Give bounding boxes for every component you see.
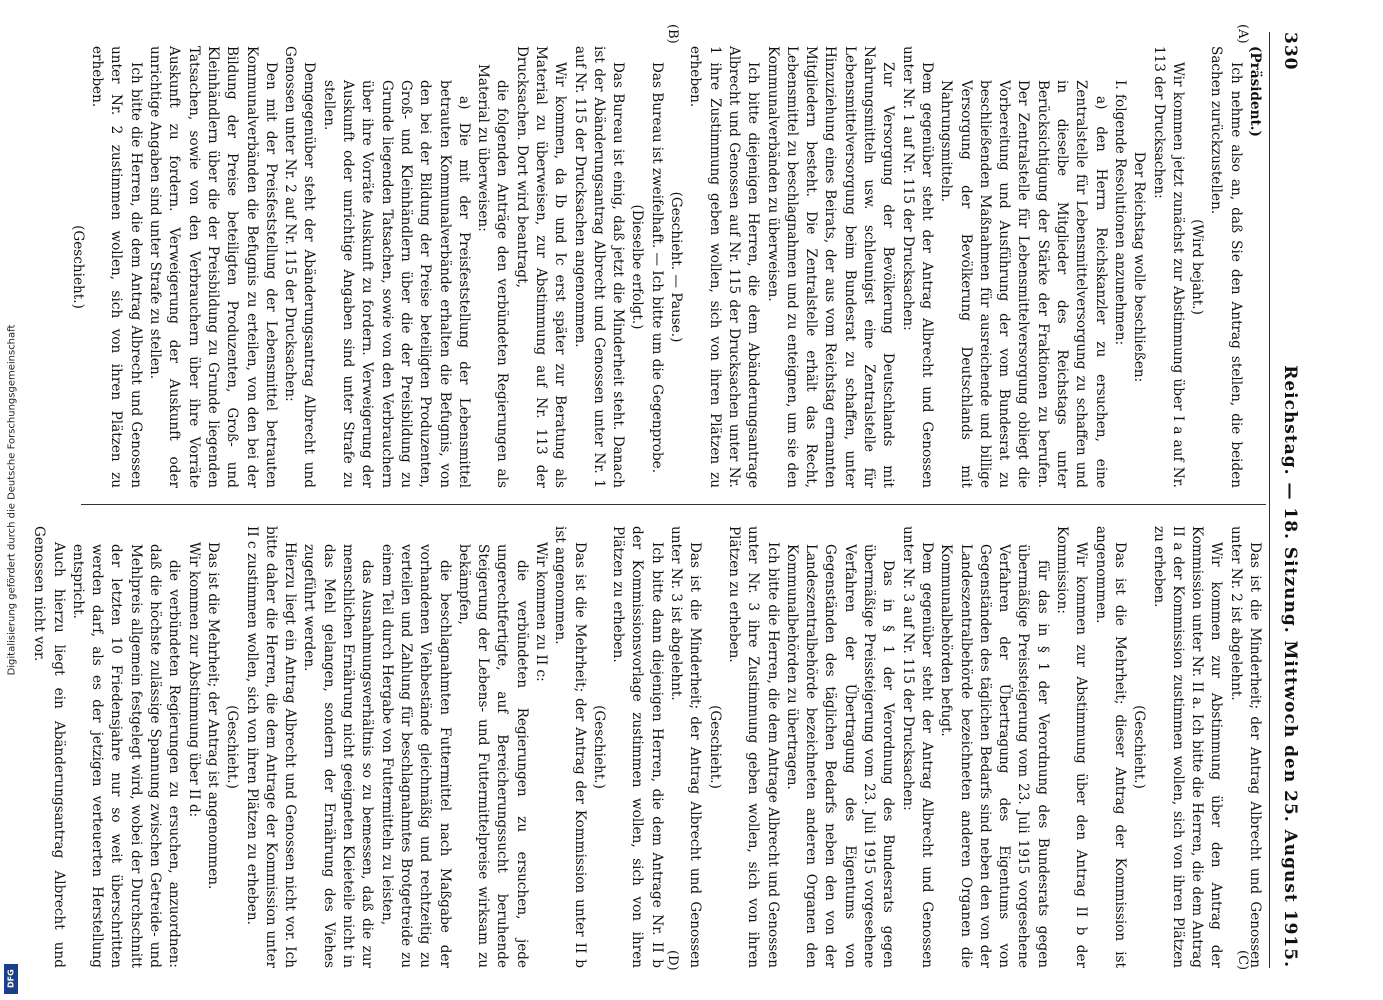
paragraph: Das in § 1 der Verordnung des Bundesrats gegen übermäßige Preissteigerung vom 23. Juli 1915 vorgesehene Verfahren der Übertragung des Eigentums von Gegenständen des täglichen Bedarfs neben den von der Landeszentralbehörde bezeichneten anderen Organen den Kommunalbehörden zu übertragen.: [783, 544, 897, 968]
paragraph: Ich bitte dann diejenigen Herren, die dem Antrage Nr. II b der Kommissionsvorlage zustimmen wollen, sich von ihren Plätzen zu erheben.: [610, 526, 665, 968]
paragraph: (Geschieht.): [706, 705, 723, 789]
footer-strip: [0, 0, 24, 1000]
paragraph: Das ist die Mehrheit; der Antrag ist angenommen.: [204, 542, 221, 890]
paragraph: Hierzu liegt ein Antrag Albrecht und Genossen nicht vor. Ich bitte daher die Herren, die dem Antrage der Kommission unter II c zustimmen wollen, sich von ihren Plätzen zu erheben.: [243, 526, 299, 968]
paragraph: a) den Herrn Reichskanzler zu ersuchen, eine Zentralstelle für Lebensmittelversorgung zu schaffen und in dieselbe Mitglieder des Reichstags unter Berücksichtigung der Stärke der Fraktionen zu berufen. Der Zentralstelle für Lebensmittelversorgung obliegt die Vorbereitung und Ausführung der vom Bundesrat zu beschließenden Maßnahmen für ausreichende und billige Versorgung der Bevölkerung Deutschlands mit Nahrungsmitteln.: [938, 80, 1109, 488]
page-header: [1269, 32, 1310, 968]
margin-mark-d: (D): [665, 950, 680, 971]
dfg-logo: DFG: [4, 964, 18, 994]
paragraph: (Dieselbe erfolgt.): [629, 204, 646, 330]
paragraph: Dem gegenüber steht der Antrag Albrecht und Genossen unter Nr. 1 auf Nr. 115 der Drucksachen:: [899, 46, 935, 488]
paragraph: (Geschieht.): [69, 225, 86, 309]
paragraph: Wir kommen zur Abstimmung über II d:: [185, 542, 202, 818]
paragraph: (Geschieht.): [1131, 705, 1148, 789]
paragraph: das Ausnahmungsverhältnis so zu bemessen, daß die zur menschlichen Ernährung nicht geeigneten Kleieteile nicht in das Mehl gelangen, sondern der Ernährung des Viehes zugeführt werden.: [301, 544, 376, 968]
paragraph: Das ist die Mehrheit; dieser Antrag der Kommission ist angenommen.: [1092, 526, 1128, 968]
paragraph: (Geschieht.): [590, 705, 607, 789]
paragraph: Dem gegenüber steht der Antrag Albrecht und Genossen unter Nr. 3 auf Nr. 115 der Drucksachen:: [899, 526, 935, 968]
paragraph: (Geschieht.): [224, 705, 241, 789]
paragraph: die verbündeten Regierungen zu ersuchen, anzuordnen: daß die höchste zulässige Spannung zwischen Getreide- und Mehlpreis allgemein festgelegt wird, wobei der Durchschnitt der letzten 10 Friedensjahre nur so weit überschritten werden darf, als es der jetzigen verteuerten Herstellung entspricht.: [69, 544, 183, 968]
paragraph: Wir kommen jetzt zunächst zur Abstimmung über I a auf Nr. 113 der Drucksachen:: [1150, 46, 1186, 488]
paragraph: für das in § 1 der Verordnung des Bundesrats gegen übermäßige Preissteigerung vom 23. Juli 1915 vorgesehene Verfahren der Übertragung des Eigentums von Gegenständen des täglichen Bedarfs sind neben den von der Landeszentralbehörde bezeichneten anderen Organen die Kommunalbehörden befugt.: [938, 544, 1051, 968]
rotated-newspaper-page: [31, 20, 1310, 980]
running-title: Reichstag. — 18. Sitzung. Mittwoch den 25. August 1915.: [1280, 365, 1300, 968]
margin-mark-a: (A): [1235, 24, 1250, 44]
paragraph: Zur Versorgung der Bevölkerung Deutschlands mit Nahrungsmitteln usw. schleunigst eine Zentralstelle für Lebensmittelversorgung beim Bundesrat zu schaffen, unter Hinzuziehung eines Beirats, der aus vom Reichstag ernannten Mitgliedern besteht. Die Zentralstelle erhält das Recht, Lebensmittel zu beschlagnahmen und zu enteignen, um sie den Kommunalverbänden zu überweisen.: [764, 46, 897, 488]
paragraph: Wir kommen zu II c:: [533, 542, 550, 682]
paragraph: Ich nehme also an, daß Sie den Antrag stellen, die beiden Sachen zurückzustellen.: [1208, 46, 1244, 488]
paragraph: (Geschieht. — Pause.): [668, 191, 685, 343]
paragraph: Ich bitte die Herren, die dem Antrage Albrecht und Genossen unter Nr. 3 ihre Zustimmung geben wollen, sich von ihren Plätzen zu erheben.: [725, 526, 781, 968]
paragraph: Ich bitte diejenigen Herren, die dem Abänderungsantrage Albrecht und Genossen auf Nr. 115 der Drucksachen unter Nr. 1 ihre Zustimmung geben wollen, sich von ihren Plätzen zu erheben.: [687, 46, 762, 488]
paragraph: die verbündeten Regierungen zu ersuchen, jede ungerechtfertigte, auf Bereicherungssucht beruhende Steigerung der Lebens- und Futtermittelpreise wirksam zu bekämpfen,: [455, 544, 530, 968]
margin-mark-c: (C): [1235, 950, 1250, 971]
paragraph: Das Bureau ist zweifelhaft. — Ich bitte um die Gegenprobe.: [648, 62, 665, 474]
paragraph: Das Bureau ist einig, daß jetzt die Minderheit steht. Danach ist der Abänderungsantrag Albrecht und Genossen unter Nr. 1 auf Nr. 115 der Drucksachen angenommen.: [571, 46, 627, 488]
paragraph: die beschlagnahmten Futtermittel nach Maßgabe der vorhandenen Viehbestände gleichmäßig und rechtzeitig zu verteilen und Zahlung für beschlagnahmtes Brotgetreide zu einem Teil durch Hergabe von Futtermitteln zu leisten,: [378, 544, 453, 968]
paragraph: (Wird bejaht.): [1189, 219, 1206, 315]
paragraph: Wir kommen zur Abstimmung über den Antrag der Kommission unter Nr. II a. Ich bitte die Herren, die dem Antrag II a der Kommission zustimmen wollen, sich von ihren Plätzen zu erheben.: [1150, 526, 1225, 968]
paragraph: Ich bitte die Herren, die dem Antrag Albrecht und Genossen unter Nr. 2 zustimmen wollen, sich von ihren Plätzen zu erheben.: [89, 46, 144, 488]
page-number: 330: [1280, 32, 1300, 71]
paragraph: Der Reichstag wolle beschließen:: [1131, 151, 1148, 383]
paragraph: Wir kommen, da Ib und Ic erst später zur Beratung als Material zu überweisen, zur Abstimmung auf Nr. 113 der Drucksachen. Dort wird beantragt,: [513, 46, 569, 488]
paragraph: Wir kommen zur Abstimmung über den Antrag II b der Kommission:: [1054, 526, 1090, 968]
paragraph: a) Die mit der Preisfeststellung der Lebensmittel betrauten Kommunalverbände erhalten die Befugnis, von den bei der Bildung der Preise beteiligten Produzenten, Groß- und Kleinhändlern über die der Preisbildung zu Grunde liegenden Tatsachen, sowie von den Verbrauchern über ihre Vorräte Auskunft zu fordern. Verweigerung der Auskunft oder unrichtige Angaben sind unter Strafe zu stellen.: [320, 80, 472, 488]
paragraph: Auch hierzu liegt ein Abänderungsantrag Albrecht und Genossen nicht vor.: [31, 526, 67, 968]
right-text-column: [29, 526, 1264, 971]
paragraph: die folgenden Anträge den verbündeten Regierungen als Material zu überweisen:: [475, 64, 511, 488]
column-divider: [81, 504, 1266, 505]
paragraph: Das ist die Minderheit; der Antrag Albrecht und Genossen unter Nr. 2 ist abgelehnt.: [1227, 526, 1263, 968]
funding-credit: Digitalisierung gefördert durch die Deutsche Forschungsgemeinschaft: [6, 324, 18, 676]
paragraph: Das ist die Minderheit; der Antrag Albrecht und Genossen unter Nr. 3 ist abgelehnt.: [668, 526, 704, 968]
paragraph: (Präsident.): [1247, 46, 1263, 137]
left-text-column: [68, 46, 1264, 488]
paragraph: I. folgende Resolutionen anzunehmen:: [1111, 80, 1128, 346]
margin-mark-b: (B): [665, 24, 680, 44]
paragraph: Den mit der Preisfeststellung der Lebensmittel betrauten Kommunalverbänden die Befugnis zu erteilen, von den bei der Bildung der Preise beteiligten Produzenten, Groß- und Kleinhändlern über die der Preisbildung zu Grunde liegenden Tatsachen, sowie von den Verbrauchern über ihre Vorräte Auskunft zu fordern. Verweigerung der Auskunft oder unrichtige Angaben sind unter Strafe zu stellen.: [147, 46, 279, 488]
paragraph: Das ist die Mehrheit; der Antrag der Kommission unter II b ist angenommen.: [552, 526, 588, 968]
paragraph: Demgegenüber steht der Abänderungsantrag Albrecht und Genossen unter Nr. 2 auf Nr. 115 der Drucksachen:: [282, 46, 318, 488]
